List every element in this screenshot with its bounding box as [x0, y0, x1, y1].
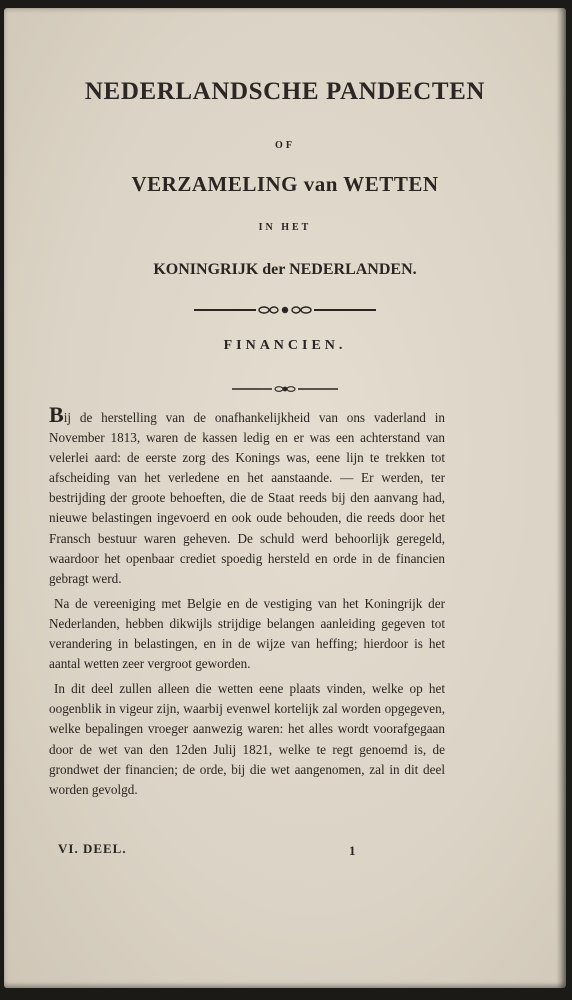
title-line-2: OF: [275, 140, 295, 151]
paragraph-2: Na de vereeniging met Belgie en de vestiging van het Koningrijk der Nederlanden, hebben dikwijls strijdige belangen aanleiding gegeven tot verandering in belastingen, en in de wijze van heffing; hierdoor is het aantal wetten zeer vergroot geworden.: [49, 595, 445, 672]
title-line-1: NEDERLANDSCHE PANDECTEN: [84, 78, 486, 105]
gathering-marker: 1: [349, 843, 356, 858]
title-line-4: IN HET: [258, 222, 312, 233]
signature-mark: VI. DEEL.: [58, 841, 127, 856]
ornament-divider-top: [4, 301, 566, 320]
paragraph-1-text: ij de herstelling van de onafhankelijkheid van ons vaderland in November 1813, waren de kassen ledig en er was een achterstand van velerlei aard: de eerste zorg des Konings was, eene lijn te trekken tot afscheiding van het verledene en het aanstaande. — Er werden, ter bestrijding der groote behoeften, die de Staat reeds bij den aanvang had, nieuwe belastingen ingevoerd en ook oude behouden, die reeds door het Fransch bestuur waren geheven. De schuld werd behoorlijk geregeld, waardoor het openbaar crediet spoedig hersteld en orde in de financien gebragt werd.: [49, 410, 445, 586]
ornament-divider-bottom: [4, 378, 566, 397]
title-line-3: VERZAMELING van WETTEN: [131, 172, 439, 196]
book-page: [4, 8, 566, 988]
paragraph-1: [49, 402, 445, 589]
page-edge-shadow: [556, 8, 566, 988]
section-heading: FINANCIEN.: [223, 338, 347, 353]
body-text: [49, 402, 445, 805]
paragraph-3: In dit deel zullen alleen die wetten eene plaats vinden, welke op het oogenblik in vigeur zijn, waarbij evenwel kortelijk zal worden opgegeven, welke bepalingen vroeger aanwezig waren: het alles wordt voorafgegaan door de wet van den 12den Julij 1821, welke te regt genoemd is, de grondwet der financien; de orde, bij die wet aangenomen, zal in dit deel worden gevolgd.: [49, 681, 445, 797]
drop-cap: B: [49, 402, 64, 427]
title-line-5: KONINGRIJK der NEDERLANDEN.: [153, 261, 417, 278]
